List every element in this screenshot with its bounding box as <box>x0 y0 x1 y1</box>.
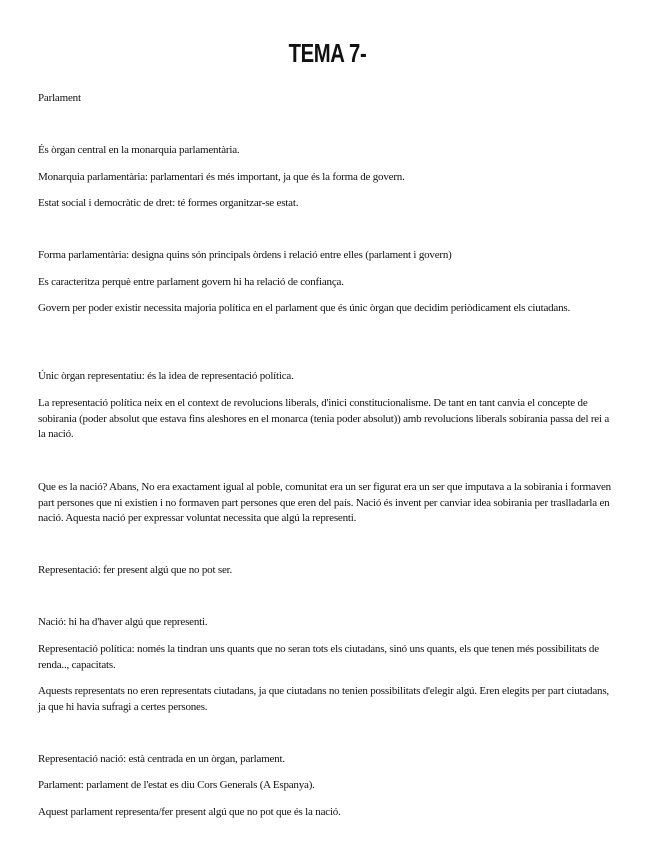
paragraph: Estat social i democràtic de dret: té formes organitzar-se estat. <box>38 197 299 209</box>
section-heading: Parlament <box>38 92 81 104</box>
paragraph: Parlament: parlament de l'estat es diu Cors Generals (A Espanya). <box>38 779 315 791</box>
paragraph: Representació política: només la tindran uns quants que no seran tots els ciutadans, sinó uns quants, els que tenen més possibilitats de renda.., capacitats. <box>38 643 599 671</box>
paragraph: Aquests representats no eren representats ciutadans, ja que ciutadans no tenien possibilitats d'elegir algú. Eren elegits per part ciutadans, ja que hi havia sufragi a certes persones. <box>38 685 609 713</box>
paragraph: Es caracteritza perquè entre parlament govern hi ha relació de confiança. <box>38 276 344 288</box>
paragraph: Monarquia parlamentària: parlamentari és més important, ja que és la forma de govern. <box>38 171 405 183</box>
paragraph: Únic òrgan representatiu: és la idea de representació política. <box>38 370 294 382</box>
paragraph: Representació: fer present algú que no pot ser. <box>38 564 233 576</box>
paragraph: Govern per poder existir necessita majoria política en el parlament que és únic òrgan que decidim periòdicament els ciutadans. <box>38 302 571 314</box>
paragraph: Nació: hi ha d'haver algú que representi. <box>38 616 208 628</box>
paragraph: És òrgan central en la monarquia parlamentària. <box>38 144 240 156</box>
paragraph: Aquest parlament representa/fer present algú que no pot que és la nació. <box>38 806 341 818</box>
paragraph: Forma parlamentària: designa quins són principals òrdens i relació entre elles (parlament i govern) <box>38 249 452 261</box>
paragraph: La representació política neix en el context de revolucions liberals, d'inici constitucionalisme. De tant en tant canvia el concepte de sobirania (poder absolut que estava fins aleshores en el monarca (tenia poder absolut)) amb revolucions liberals sobirania passa del rei a la nació. <box>38 397 610 440</box>
paragraph: Representació nació: està centrada en un òrgan, parlament. <box>38 753 285 765</box>
paragraph: Que es la nació? Abans, No era exactament igual al poble, comunitat era un ser figurat era un ser que imputava a la sobirania i formaven part persones que ni existien i no formaven part persones que eren del país. Nació és invent per canviar idea sobirania per traslladarla en nació. Aquesta nació per expressar voluntat necessita que algú la representi. <box>38 481 611 524</box>
page-title: TEMA 7- <box>288 38 367 68</box>
